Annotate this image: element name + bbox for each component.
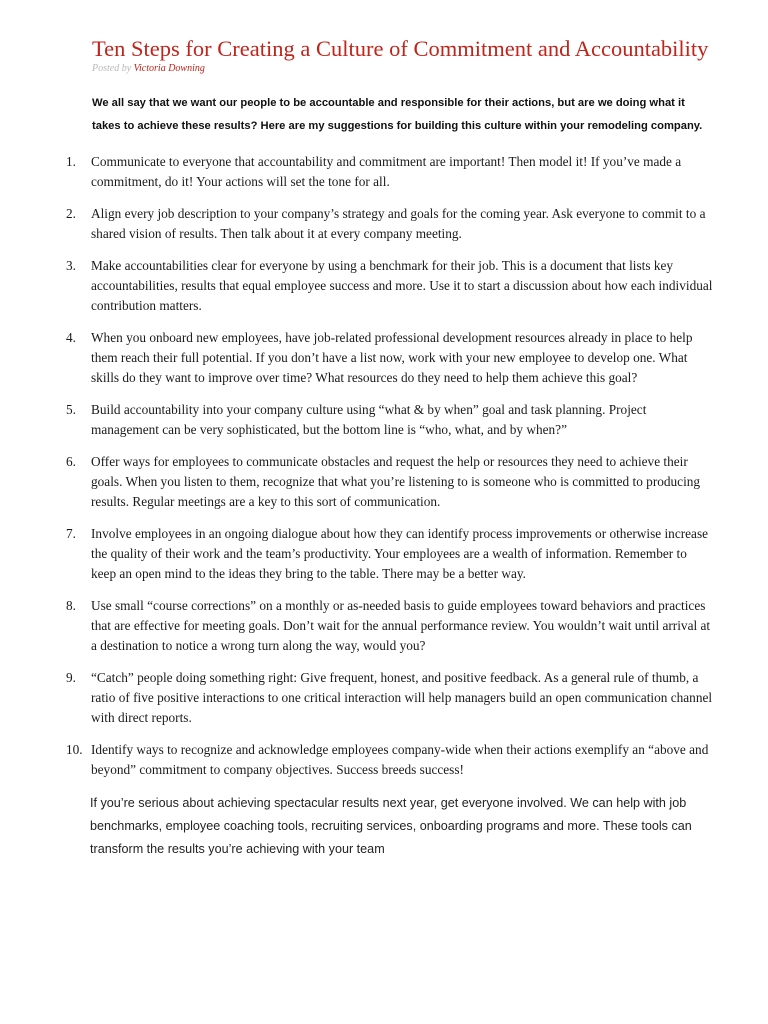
list-item-text: “Catch” people doing something right: Give frequent, honest, and positive feedback. As a general rule of thumb, a ratio of five positive interactions to one critical interaction will help managers build an open communication channel with direct reports. bbox=[91, 670, 713, 725]
list-item-text: Identify ways to recognize and acknowledge employees company-wide when their actions exemplify an “above and beyond” commitment to company objectives. Success breeds success! bbox=[91, 742, 709, 777]
list-item-number: 4. bbox=[66, 330, 76, 345]
list-item-text: Use small “course corrections” on a monthly or as-needed basis to guide employees toward behaviors and practices that are effective for meeting goals. Don’t wait for the annual performance review. You wouldn’t wait until arrival at a destination to notice a wrong turn along the way, would you? bbox=[91, 598, 711, 653]
list-item-text: When you onboard new employees, have job-related professional development resources already in place to help them reach their full potential. If you don’t have a list now, work with your new employee to develop one. What skills do they want to improve over time? What resources do they need to help them achieve this goal? bbox=[91, 330, 693, 385]
byline-label: Posted by bbox=[92, 63, 132, 74]
list-item-number: 9. bbox=[66, 670, 76, 685]
list-item bbox=[66, 668, 714, 728]
byline bbox=[92, 63, 714, 75]
list-item-number: 3. bbox=[66, 258, 76, 273]
list-item bbox=[66, 204, 714, 244]
list-item bbox=[66, 152, 714, 192]
list-item-text: Build accountability into your company culture using “what & by when” goal and task planning. Project management can be very sophisticated, but the bottom line is “who, what, and by when?” bbox=[91, 402, 647, 437]
list-item-text: Offer ways for employees to communicate obstacles and request the help or resources they need to achieve their goals. When you listen to them, recognize that what you’re listening to is someone who is committed to producing results. Regular meetings are a key to this sort of communication. bbox=[91, 454, 701, 509]
list-item-text: Communicate to everyone that accountability and commitment are important! Then model it! If you’ve made a commitment, do it! Your actions will set the tone for all. bbox=[91, 154, 682, 189]
list-item-number: 8. bbox=[66, 598, 76, 613]
list-item-number: 6. bbox=[66, 454, 76, 469]
closing-paragraph: If you’re serious about achieving spectacular results next year, get everyone involved. We can help with job benchmarks, employee coaching tools, recruiting services, onboarding programs and more. These tools can transform the results you’re achieving with your team bbox=[90, 796, 692, 856]
list-item-number: 10. bbox=[66, 742, 83, 757]
list-item-number: 7. bbox=[66, 526, 76, 541]
list-item bbox=[66, 328, 714, 388]
page-title: Ten Steps for Creating a Culture of Commitment and Accountability bbox=[92, 36, 709, 61]
list-item-text: Involve employees in an ongoing dialogue about how they can identify process improvements or otherwise increase the quality of their work and the team’s productivity. Your employees are a wealth of information. Remember to keep an open mind to the ideas they bring to the table. There may be a better way. bbox=[91, 526, 709, 581]
list-item bbox=[66, 400, 714, 440]
list-item-number: 5. bbox=[66, 402, 76, 417]
list-item-number: 2. bbox=[66, 206, 76, 221]
list-item bbox=[66, 524, 714, 584]
list-item-text: Align every job description to your company’s strategy and goals for the coming year. Ask everyone to commit to a shared vision of results. Then talk about it at every company meeting. bbox=[91, 206, 706, 241]
list-item-number: 1. bbox=[66, 154, 76, 169]
intro-paragraph: We all say that we want our people to be accountable and responsible for their actions, but are we doing what it takes to achieve these results? Here are my suggestions for building this culture within your remodeling company. bbox=[92, 97, 703, 132]
byline-author: Victoria Downing bbox=[133, 63, 205, 74]
steps-list bbox=[66, 152, 714, 780]
list-item bbox=[66, 452, 714, 512]
list-item bbox=[66, 596, 714, 656]
list-item-text: Make accountabilities clear for everyone by using a benchmark for their job. This is a document that lists key accountabilities, results that equal employee success and more. Use it to start a discussion about how each individual contribution matters. bbox=[91, 258, 713, 313]
list-item bbox=[66, 256, 714, 316]
list-item bbox=[66, 740, 714, 780]
